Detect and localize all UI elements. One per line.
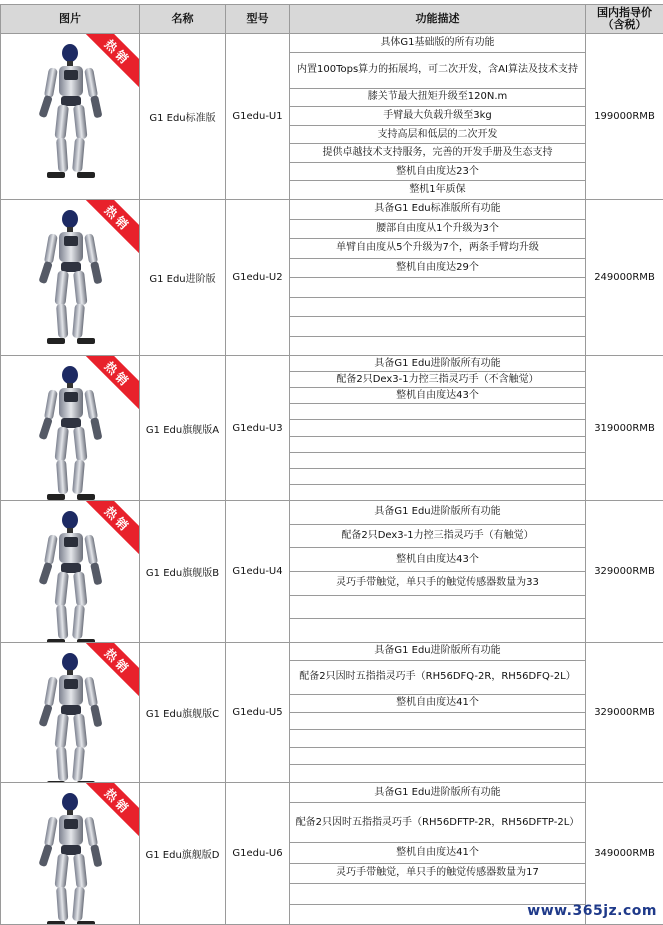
product-price: 319000RMB [586, 356, 663, 501]
feature-line: 具备G1 Edu进阶版所有功能 [290, 643, 585, 661]
product-model: G1edu-U3 [226, 356, 290, 501]
feature-line [290, 469, 585, 485]
feature-line: 手臂最大负载升级至3kg [290, 107, 585, 126]
header-name: 名称 [140, 5, 226, 34]
feature-list [290, 643, 585, 782]
feature-line [290, 337, 585, 356]
feature-line [290, 298, 585, 318]
header-model: 型号 [226, 5, 290, 34]
features-cell [290, 356, 586, 501]
product-model: G1edu-U1 [226, 34, 290, 200]
robot-image [35, 208, 107, 356]
robot-image [35, 42, 107, 192]
spec-table [0, 4, 663, 925]
table-row [1, 643, 663, 783]
feature-list [290, 200, 585, 355]
robot-image [35, 364, 107, 501]
feature-list [290, 501, 585, 642]
product-model: G1edu-U6 [226, 783, 290, 925]
product-name: G1 Edu旗舰版C [140, 643, 226, 783]
watermark: www.365jz.com [527, 903, 657, 919]
robot-image [35, 651, 107, 783]
product-image-cell [1, 783, 140, 925]
feature-line [290, 884, 585, 904]
robot-image [35, 791, 107, 925]
product-price: 329000RMB [586, 643, 663, 783]
product-name: G1 Edu旗舰版A [140, 356, 226, 501]
feature-line: 整机自由度达29个 [290, 259, 585, 279]
features-cell [290, 200, 586, 356]
feature-line: 配备2只Dex3-1力控三指灵巧手（不含触觉） [290, 372, 585, 388]
feature-line [290, 437, 585, 453]
feature-line: 整机自由度达41个 [290, 695, 585, 713]
feature-line: 单臂自由度从5个升级为7个，两条手臂均升级 [290, 239, 585, 259]
feature-line: 腰部自由度从1个升级为3个 [290, 220, 585, 240]
feature-line [290, 596, 585, 620]
product-image-cell [1, 200, 140, 356]
product-image-cell [1, 34, 140, 200]
hot-sale-badge: 热销 [82, 643, 140, 698]
product-image-cell [1, 643, 140, 783]
feature-line: 灵巧手带触觉，单只手的触觉传感器数量为17 [290, 864, 585, 884]
feature-list [290, 356, 585, 500]
feature-line [290, 317, 585, 337]
header-price-line1: 国内指导价 [597, 6, 652, 19]
feature-line [290, 713, 585, 731]
hot-sale-badge: 热销 [82, 783, 140, 838]
header-image: 图片 [1, 5, 140, 34]
hot-sale-badge: 热销 [82, 200, 140, 255]
features-cell [290, 643, 586, 783]
feature-line: 具体G1基础版的所有功能 [290, 34, 585, 53]
feature-line: 配备2只Dex3-1力控三指灵巧手（有触觉） [290, 525, 585, 549]
feature-line: 整机自由度达41个 [290, 843, 585, 863]
product-name: G1 Edu旗舰版D [140, 783, 226, 925]
feature-line: 整机自由度达23个 [290, 163, 585, 182]
product-price: 249000RMB [586, 200, 663, 356]
feature-line: 具备G1 Edu进阶版所有功能 [290, 501, 585, 525]
product-name: G1 Edu进阶版 [140, 200, 226, 356]
features-cell [290, 501, 586, 643]
hot-sale-badge: 热销 [82, 356, 140, 411]
feature-list [290, 34, 585, 199]
features-cell [290, 34, 586, 200]
feature-line [290, 730, 585, 748]
feature-line: 配备2只因时五指指灵巧手（RH56DFTP-2R，RH56DFTP-2L） [290, 803, 585, 843]
product-price: 199000RMB [586, 34, 663, 200]
product-name: G1 Edu标准版 [140, 34, 226, 200]
feature-line: 整机自由度达43个 [290, 548, 585, 572]
product-price: 349000RMB [586, 783, 663, 925]
feature-line: 内置100Tops算力的拓展坞，可二次开发，含AI算法及技术支持 [290, 53, 585, 89]
table-row [1, 356, 663, 501]
product-image-cell [1, 356, 140, 501]
feature-line: 支持高层和低层的二次开发 [290, 126, 585, 145]
feature-line [290, 485, 585, 500]
feature-line: 具备G1 Edu进阶版所有功能 [290, 783, 585, 803]
product-model: G1edu-U2 [226, 200, 290, 356]
table-row [1, 501, 663, 643]
table-row [1, 34, 663, 200]
header-price-line2: （含税） [602, 18, 647, 31]
header-features: 功能描述 [290, 5, 586, 34]
feature-line [290, 765, 585, 782]
feature-line: 膝关节最大扭矩升级至120N.m [290, 89, 585, 108]
feature-line [290, 619, 585, 642]
product-model: G1edu-U4 [226, 501, 290, 643]
header-price [586, 5, 663, 34]
product-name: G1 Edu旗舰版B [140, 501, 226, 643]
feature-line: 灵巧手带触觉，单只手的触觉传感器数量为33 [290, 572, 585, 596]
product-price: 329000RMB [586, 501, 663, 643]
feature-line [290, 453, 585, 469]
hot-sale-badge: 热销 [82, 34, 140, 89]
feature-line: 整机1年质保 [409, 184, 466, 196]
feature-line: 提供卓越技术支持服务，完善的开发手册及生态支持 [290, 144, 585, 163]
product-model: G1edu-U5 [226, 643, 290, 783]
feature-line [290, 748, 585, 766]
table-row [1, 200, 663, 356]
hot-sale-badge: 热销 [82, 501, 140, 556]
feature-line [290, 404, 585, 420]
product-image-cell [1, 501, 140, 643]
feature-line [290, 278, 585, 298]
feature-line: 配备2只因时五指指灵巧手（RH56DFQ-2R，RH56DFQ-2L） [290, 661, 585, 695]
feature-line: 整机自由度达43个 [290, 388, 585, 404]
feature-line: 具备G1 Edu进阶版所有功能 [290, 356, 585, 372]
header-row [1, 5, 663, 34]
feature-line [290, 420, 585, 436]
robot-image [35, 509, 107, 643]
feature-line: 具备G1 Edu标准版所有功能 [290, 200, 585, 220]
